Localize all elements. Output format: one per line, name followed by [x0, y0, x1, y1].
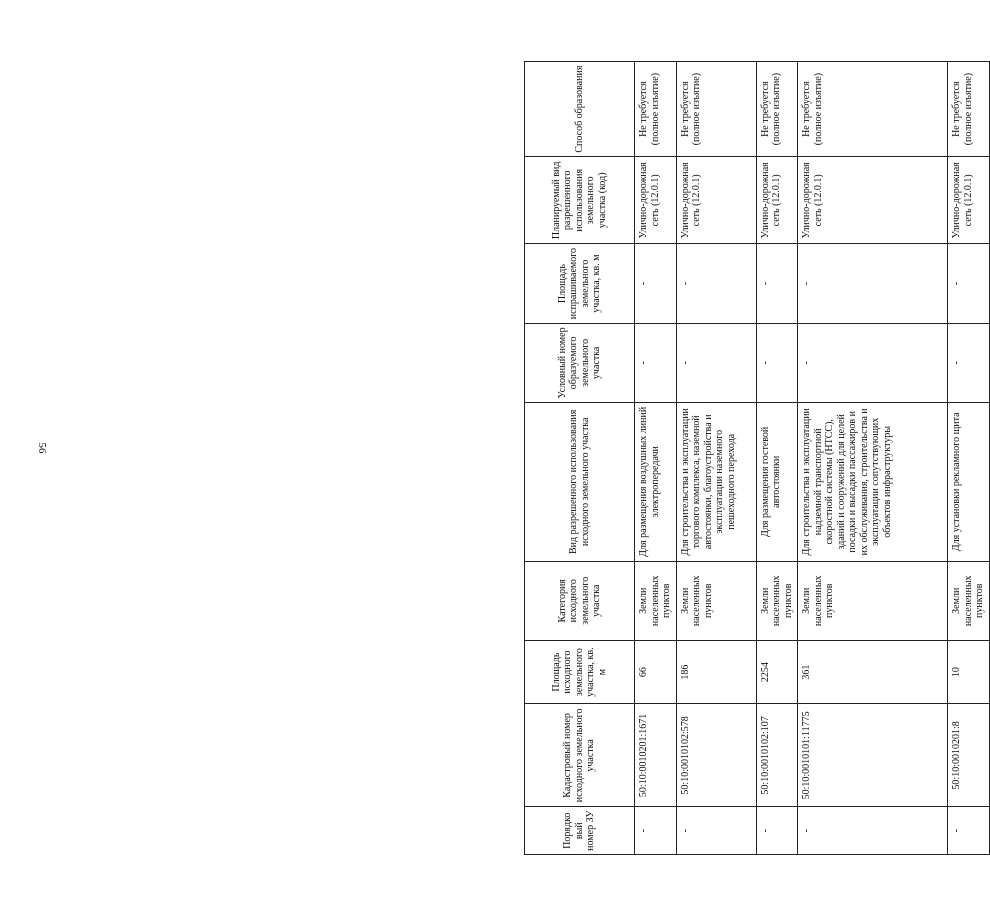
cell: 50:10:0010201:1671: [635, 704, 677, 807]
cell: Не требуется (полное изъятие): [676, 62, 756, 157]
table-header-row: [525, 62, 635, 855]
cell: -: [948, 807, 990, 855]
cell: -: [756, 807, 798, 855]
cell: Улично-дорожная сеть (12.0.1): [756, 157, 798, 244]
table-row: [676, 62, 756, 855]
table-row: [756, 62, 798, 855]
cell: Не требуется (полное изъятие): [635, 62, 677, 157]
cell: Улично-дорожная сеть (12.0.1): [676, 157, 756, 244]
cell: -: [798, 323, 948, 402]
table-row: [635, 62, 677, 855]
cell: Земли населенных пунктов: [798, 561, 948, 640]
col-header: Площадь испрашиваемого земельного участка, кв. м: [525, 244, 635, 323]
col-header: Условный номер образуемого земельного участка: [525, 323, 635, 402]
cell: Улично-дорожная сеть (12.0.1): [948, 157, 990, 244]
cell: Не требуется (полное изъятие): [798, 62, 948, 157]
cell: 2254: [756, 640, 798, 703]
cell: Земли населенных пунктов: [676, 561, 756, 640]
cell: Улично-дорожная сеть (12.0.1): [798, 157, 948, 244]
cell: -: [948, 323, 990, 402]
cell: -: [798, 807, 948, 855]
cell: -: [635, 323, 677, 402]
cell: Для размещения воздушных линий электропередачи: [635, 403, 677, 562]
cell: Земли населенных пунктов: [948, 561, 990, 640]
cell: Для строительства и эксплуатации надземной транспортной скоростной системы (НТСС), зданий и сооружений для целей посадки и высадки пассажиров и их обслуживания, строительства и эксплуатации сопутствующих объектов инфраструктуры: [798, 403, 948, 562]
col-header: Площадь исходного земельного участка, кв. м: [525, 640, 635, 703]
table-row: [798, 62, 948, 855]
cell: Земли населенных пунктов: [635, 561, 677, 640]
cell: Не требуется (полное изъятие): [948, 62, 990, 157]
cell: -: [948, 244, 990, 323]
col-header: Категория исходного земельного участка: [525, 561, 635, 640]
cell: -: [798, 244, 948, 323]
cell: 50:10:0010102:107: [756, 704, 798, 807]
col-header: Способ образования: [525, 62, 635, 157]
rotated-table-container: [524, 61, 985, 855]
cell: 66: [635, 640, 677, 703]
cell: -: [756, 323, 798, 402]
cell: 50:10:0010101:11775: [798, 704, 948, 807]
col-header: Вид разрешенного использования исходного земельного участка: [525, 403, 635, 562]
col-header: Планируемый вид разрешенного использования земельного участка (код): [525, 157, 635, 244]
cell: Улично-дорожная сеть (12.0.1): [635, 157, 677, 244]
cell: -: [676, 244, 756, 323]
col-header: Кадастровый номер исходного земельного участка: [525, 704, 635, 807]
cell: Для установки рекламного щита: [948, 403, 990, 562]
cell: -: [635, 807, 677, 855]
cell: Для размещения гостевой автостоянки: [756, 403, 798, 562]
land-plots-table: [524, 61, 990, 855]
cell: Земли населенных пунктов: [756, 561, 798, 640]
cell: -: [676, 807, 756, 855]
cell: 361: [798, 640, 948, 703]
page-number: 56: [36, 442, 48, 454]
cell: 50:10:0010201:8: [948, 704, 990, 807]
cell: -: [635, 244, 677, 323]
col-header: Порядковый номер ЗУ: [525, 807, 635, 855]
cell: 10: [948, 640, 990, 703]
cell: -: [676, 323, 756, 402]
cell: Для строительства и эксплуатации торгового комплекса, наземной автостоянки, благоустройства и эксплуатации наземного пешеходного перехода: [676, 403, 756, 562]
cell: 186: [676, 640, 756, 703]
cell: 50:10:0010102:578: [676, 704, 756, 807]
cell: -: [756, 244, 798, 323]
cell: Не требуется (полное изъятие): [756, 62, 798, 157]
table-row: [948, 62, 990, 855]
